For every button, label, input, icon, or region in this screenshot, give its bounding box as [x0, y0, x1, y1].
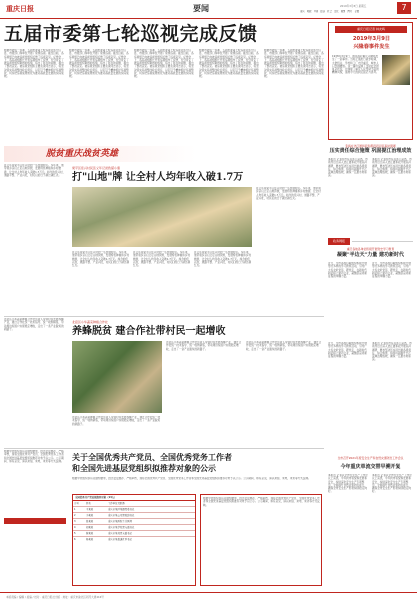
nav-item[interactable]: 视频	[340, 10, 346, 13]
table-cell: 5	[74, 532, 76, 535]
river-kicker: 张鸣在涪江渡和段和用段段河巡查时强调	[345, 144, 396, 148]
nav-bar	[300, 10, 395, 15]
history-box	[328, 22, 413, 140]
women-body-right: 近日，全市各级妇联组织积极开展形式多样的学习教育活动，引导广大妇女听党话、跟党走，在新时代新征程上建功立业，凝聚起奋进新征程的巾帼力量。	[372, 262, 411, 279]
table-cell: 6	[74, 538, 76, 541]
nav-item[interactable]: 专题	[354, 10, 360, 13]
safety-body-right: 本报讯 记者从全市安全生产工作会议上获悉，今年我市将统筹发展和安全，持续深化安全生产专项整治，全面提升自然灾害防治能力，确保全市安全生产形势持续稳定向好。	[372, 474, 412, 494]
safety-headline[interactable]: 今年重庆单流交替早溯开复	[340, 464, 401, 470]
women-body-left: 近日，全市各级妇联组织积极开展形式多样的学习教育活动，引导广大妇女听党话、跟党走，在新时代新征程上建功立业，凝聚起奋进新征程的巾帼力量。	[328, 262, 367, 279]
nominee-table-2-body: 根据中央组织部有关通知要求，经过层层推荐、严格审核，现将全国优秀共产党员、全国优秀党务工作者和全国先进基层党组织拟推荐对象予以公示。公示期间，如有意见，请以来信、来电、来访等方式反映。	[203, 497, 320, 507]
spread-kicker: 梁平区佳兴村民张义年记录致富小康	[72, 166, 121, 170]
section-title: 要闻	[193, 3, 209, 13]
nav-item[interactable]: 图片	[347, 10, 353, 13]
notice-headline-1[interactable]: 关于全国优秀共产党员、全国优秀党务工作者	[72, 452, 232, 462]
women-kicker: 重庆各地各单位积极开展党史学习教育	[346, 247, 395, 251]
safety-article	[328, 342, 413, 590]
nav-item[interactable]: 经济	[320, 10, 326, 13]
safety-kicker: 全市召开2021年度安全生产和自然灾害防治工作会议	[337, 456, 404, 460]
nominee-table-2	[200, 494, 322, 586]
spread-headline[interactable]: 打"山地"牌 让全村人均年收入破1.7万	[72, 172, 244, 183]
table-cell: 工作单位及职务	[108, 502, 125, 505]
river-body-right: 本报讯 记者在市有关部门获悉，市领导近日深入涪江渡和段开展巡河调研，要求坚决压实河长制各级责任，综合施策，持续巩固提升长江流域治理成效，确保一江碧水向东流。	[372, 158, 412, 178]
lead-article	[4, 22, 324, 142]
spread-body-c2: 张义年是梁平区佳兴村的一名普通村民。多年来，他带领乡亲们立足山地资源，发展特色种植和乡村旅游，让全村人均年收入突破1.7万元。如今的佳兴村，道路平整、产业兴旺，村民们的日子越过越红火。	[133, 251, 191, 268]
bee-headline[interactable]: 养蜂脱贫 建合作社带村民一起增收	[72, 326, 226, 337]
section-divider-2	[4, 448, 324, 449]
safety-upper-right: 本报讯 记者在市有关部门获悉，市领导近日深入涪江渡和段开展巡河调研，要求坚决压实河长制各级责任，综合施策，持续巩固提升长江流域治理成效，确保一江碧水向东流。	[372, 342, 412, 362]
bee-kicker: 北碚区小华蔬菜种植合作社	[72, 320, 109, 324]
lead-body-col5: 根据市委统一部署，五届市委第七轮巡视对部分区县、市级部门和单位开展了常规巡视。截至目前，各巡视组已向被巡视党组织反馈了巡视意见。反馈会上，各巡视组组长代表巡视组作了反馈，充分肯定了被巡视党组织取得的成绩，指出了存在的问题，提出了整改意见。被巡视党组织主要负责同志表示，将坚决落实巡视整改政治责任，以钉钉子精神抓好巡视整改，切实把巡视成果转化为推动高质量发展的实际成效。	[264, 49, 324, 79]
table-cell: 1	[74, 508, 76, 511]
bee-body-left: 北碚区小华蔬菜种植合作社负责人带领村民发展养蜂产业，通过合作社统一技术指导、统一收购销售，带动周边贫困户实现稳定增收，走出了一条产业脱贫的新路子。	[4, 318, 64, 331]
lead-body-col2: 根据市委统一部署，五届市委第七轮巡视对部分区县、市级部门和单位开展了常规巡视。截至目前，各巡视组已向被巡视党组织反馈了巡视意见。反馈会上，各巡视组组长代表巡视组作了反馈，充分肯定了被巡视党组织取得的成绩，指出了存在的问题，提出了整改意见。被巡视党组织主要负责同志表示，将坚决落实巡视整改政治责任，以钉钉子精神抓好巡视整改，切实把巡视成果转化为推动高质量发展的实际成效。	[69, 49, 129, 79]
notice-headline-2[interactable]: 和全国先进基层党组织拟推荐对象的公示	[72, 463, 216, 473]
bee-article	[4, 318, 324, 446]
history-photo	[382, 55, 410, 85]
history-title: 2019年3月9日	[352, 36, 391, 42]
nav-item[interactable]: 社会	[327, 10, 332, 13]
lead-body-col3: 根据市委统一部署，五届市委第七轮巡视对部分区县、市级部门和单位开展了常规巡视。截至目前，各巡视组已向被巡视党组织反馈了巡视意见。反馈会上，各巡视组组长代表巡视组作了反馈，充分肯定了被巡视党组织取得的成绩，指出了存在的问题，提出了整改意见。被巡视党组织主要负责同志表示，将坚决落实巡视整改政治责任，以钉钉子精神抓好巡视整改，切实把巡视成果转化为推动高质量发展的实际成效。	[134, 49, 194, 79]
table-cell: 王某某	[86, 508, 94, 511]
nav-item[interactable]: 时政	[306, 10, 312, 13]
nav-item[interactable]: 重庆	[300, 10, 305, 13]
table-cell: 刘某某	[86, 526, 94, 529]
bee-body-c3: 北碚区小华蔬菜种植合作社负责人带领村民发展养蜂产业，通过合作社统一技术指导、统一收购销售，带动周边贫困户实现稳定增收，走出了一条产业脱贫的新路子。	[72, 416, 161, 426]
table-cell: 2	[74, 514, 76, 517]
table-cell: 4	[74, 526, 76, 529]
spread-banner	[4, 146, 324, 162]
women-headline[interactable]: 凝聚"半边天"力量 建功新时代	[337, 252, 404, 258]
date-line: 2019年3月8日 星期五	[340, 5, 367, 8]
bee-body-c2: 北碚区小华蔬菜种植合作社负责人带领村民发展养蜂产业，通过合作社统一技术指导、统一收购销售，带动周边贫困户实现稳定增收，走出了一条产业脱贫的新路子。	[246, 341, 322, 351]
footer-text: 本版责编 / 编辑 / 美编 / 校对 · 重庆日报社出版 · 地址：重庆市渝北区同茂大道416号	[6, 596, 104, 599]
table-cell: 张某某	[86, 520, 94, 523]
notice-side-banner	[4, 518, 66, 524]
women-divider	[352, 241, 413, 242]
table-cell: 序号	[74, 502, 79, 505]
table-cell: 重庆市某街道社区书记	[108, 538, 132, 541]
spread-body-c4: 张义年是梁平区佳兴村的一名普通村民。多年来，他带领乡亲们立足山地资源，发展特色种植和乡村旅游，让全村人均年收入突破1.7万元。如今的佳兴村，道路平整、产业兴旺，村民们的日子越过越红火。	[256, 187, 321, 200]
safety-body-left: 本报讯 记者从全市安全生产工作会议上获悉，今年我市将统筹发展和安全，持续深化安全生产专项整治，全面提升自然灾害防治能力，确保全市安全生产形势持续稳定向好。	[328, 474, 368, 494]
table-cell: 李某某	[86, 514, 94, 517]
lead-body-col1: 根据市委统一部署，五届市委第七轮巡视对部分区县、市级部门和单位开展了常规巡视。截至目前，各巡视组已向被巡视党组织反馈了巡视意见。反馈会上，各巡视组组长代表巡视组作了反馈，充分肯定了被巡视党组织取得的成绩，指出了存在的问题，提出了整改意见。被巡视党组织主要负责同志表示，将坚决落实巡视整改政治责任，以钉钉子精神抓好巡视整改，切实把巡视成果转化为推动高质量发展的实际成效。	[4, 49, 64, 79]
river-article	[328, 144, 413, 234]
history-subtitle: 兴隆春事件发生	[353, 44, 390, 50]
safety-upper-left: 近日，全市各级妇联组织积极开展形式多样的学习教育活动，引导广大妇女听党话、跟党走，在新时代新征程上建功立业，凝聚起奋进新征程的巾帼力量。	[328, 342, 367, 359]
women-article	[328, 238, 413, 338]
lead-headline[interactable]: 五届市委第七轮巡视完成反馈	[4, 23, 258, 45]
table-cell: 重庆市某医院主任医师	[108, 520, 132, 523]
spread-banner-text: 脱贫重庆战贫英雄	[46, 149, 119, 159]
notice-body: 根据中央组织部有关通知要求，经过层层推荐、严格审核，现将全国优秀共产党员、全国优秀党务工作者和全国先进基层党组织拟推荐对象予以公示。公示期间，如有意见，请以来信、来电、来访等方式反映。	[72, 477, 311, 480]
women-tag: 政务网报	[328, 238, 350, 245]
page-number: 7	[397, 2, 411, 14]
table-cell: 杨某某	[86, 538, 94, 541]
table-cell: 陈某某	[86, 532, 94, 535]
table-cell: 姓名	[86, 502, 91, 505]
lead-body-col4: 根据市委统一部署，五届市委第七轮巡视对部分区县、市级部门和单位开展了常规巡视。截至目前，各巡视组已向被巡视党组织反馈了巡视意见。反馈会上，各巡视组组长代表巡视组作了反馈，充分肯定了被巡视党组织取得的成绩，指出了存在的问题，提出了整改意见。被巡视党组织主要负责同志表示，将坚决落实巡视整改政治责任，以钉钉子精神抓好巡视整改，切实把巡视成果转化为推动高质量发展的实际成效。	[199, 49, 259, 79]
spread-body-c3: 张义年是梁平区佳兴村的一名普通村民。多年来，他带领乡亲们立足山地资源，发展特色种植和乡村旅游，让全村人均年收入突破1.7万元。如今的佳兴村，道路平整、产业兴旺，村民们的日子越过越红火。	[194, 251, 252, 268]
history-body: 1938年3月9日，国民政府重庆兴隆场发生了一起事件。当时正值抗日战争时期，大批机关、学校和工厂内迁重庆，城市人口急剧增加。这一事件反映了当时社会的复杂状况，也体现了重庆人民坚韧不屈的精神风貌，值得今天的我们铭记与思考。	[332, 55, 379, 75]
table-cell: 重庆市某公司党委副书记	[108, 514, 135, 517]
table-cell: 重庆市某村党支部书记	[108, 532, 132, 535]
notice-side-body: 根据中央组织部有关通知要求，经过层层推荐、严格审核，现将全国优秀共产党员、全国优秀党务工作者和全国先进基层党组织拟推荐对象予以公示。公示期间，如有意见，请以来信、来电、来访等方式反映。	[4, 450, 64, 463]
footer	[0, 592, 417, 600]
table-cell: 重庆市某区某镇党委书记	[108, 508, 135, 511]
history-banner: 重庆日报记者 林友鸣	[335, 26, 407, 33]
nominee-table	[72, 494, 196, 586]
nav-item[interactable]: 区县	[313, 10, 319, 13]
nav-item[interactable]: 文化	[333, 10, 339, 13]
river-headline[interactable]: 压实责任综合施策 巩固提江治理成效	[329, 148, 412, 154]
bee-photo	[72, 341, 162, 413]
table-row	[73, 537, 195, 542]
paper-name: 重庆日报	[6, 4, 34, 13]
notice-article	[4, 450, 324, 590]
table-title: 全国优秀共产党员拟推荐对象（14人）	[73, 495, 195, 501]
spread-article	[4, 164, 324, 314]
bee-body-c1: 北碚区小华蔬菜种植合作社负责人带领村民发展养蜂产业，通过合作社统一技术指导、统一收购销售，带动周边贫困户实现稳定增收，走出了一条产业脱贫的新路子。	[166, 341, 242, 351]
spread-body-left: 张义年是梁平区佳兴村的一名普通村民。多年来，他带领乡亲们立足山地资源，发展特色种植和乡村旅游，让全村人均年收入突破1.7万元。如今的佳兴村，道路平整、产业兴旺，村民们的日子越过越红火。	[4, 164, 66, 177]
river-body-left: 本报讯 记者在市有关部门获悉，市领导近日深入涪江渡和段开展巡河调研，要求坚决压实河长制各级责任，综合施策，持续巩固提升长江流域治理成效，确保一江碧水向东流。	[328, 158, 368, 178]
section-divider	[4, 316, 324, 317]
masthead-rule	[0, 18, 417, 19]
notice-side-strip	[4, 450, 66, 588]
spread-photo	[72, 187, 252, 247]
masthead	[0, 0, 417, 20]
table-cell: 重庆市某学校党支部书记	[108, 526, 135, 529]
table-cell: 3	[74, 520, 76, 523]
spread-body-c1: 张义年是梁平区佳兴村的一名普通村民。多年来，他带领乡亲们立足山地资源，发展特色种植和乡村旅游，让全村人均年收入突破1.7万元。如今的佳兴村，道路平整、产业兴旺，村民们的日子越过越红火。	[72, 251, 130, 268]
